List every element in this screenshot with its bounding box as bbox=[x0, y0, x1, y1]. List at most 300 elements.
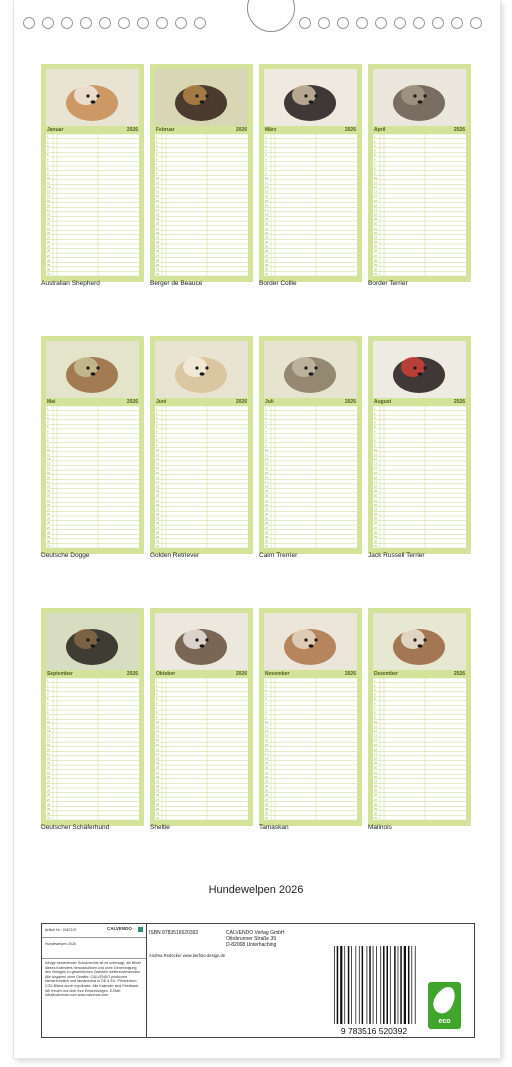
month-year: 2026 bbox=[453, 399, 465, 405]
svg-text:31: 31 bbox=[265, 544, 269, 548]
svg-text:22: 22 bbox=[47, 774, 51, 779]
svg-text:7: 7 bbox=[156, 434, 158, 439]
svg-text:22: 22 bbox=[156, 230, 160, 235]
svg-text:9: 9 bbox=[47, 443, 49, 448]
svg-text:13: 13 bbox=[265, 189, 269, 194]
svg-text:16: 16 bbox=[156, 747, 160, 752]
svg-text:19: 19 bbox=[47, 761, 51, 766]
svg-text:27: 27 bbox=[374, 525, 378, 530]
svg-text:28: 28 bbox=[374, 802, 378, 807]
svg-text:17: 17 bbox=[156, 207, 160, 212]
puppy-photo bbox=[264, 69, 357, 126]
svg-text:5: 5 bbox=[156, 696, 158, 701]
day-grid bbox=[155, 134, 248, 276]
month-header bbox=[373, 126, 466, 134]
month-name: Juli bbox=[265, 399, 274, 405]
barcode-bar bbox=[376, 946, 377, 1024]
svg-text:7: 7 bbox=[47, 434, 49, 439]
svg-text:18: 18 bbox=[156, 484, 160, 489]
binding-hole bbox=[99, 17, 111, 29]
svg-text:1: 1 bbox=[265, 678, 267, 683]
barcode-digits: 9 783516 520392 bbox=[340, 1026, 408, 1036]
svg-text:15: 15 bbox=[374, 198, 378, 203]
svg-text:10: 10 bbox=[156, 719, 160, 724]
svg-text:29: 29 bbox=[47, 806, 51, 811]
svg-text:20: 20 bbox=[265, 765, 269, 770]
svg-text:1: 1 bbox=[156, 406, 158, 411]
svg-text:6: 6 bbox=[374, 157, 376, 162]
binding-hole bbox=[318, 17, 330, 29]
svg-text:15: 15 bbox=[374, 470, 378, 475]
svg-text:5: 5 bbox=[47, 696, 49, 701]
svg-text:11: 11 bbox=[156, 452, 159, 457]
barcode-bar bbox=[383, 946, 385, 1024]
svg-text:5: 5 bbox=[374, 424, 376, 429]
svg-text:12: 12 bbox=[265, 457, 269, 462]
publisher-street: Ottobrunner Straße 39 bbox=[226, 936, 277, 942]
svg-text:20: 20 bbox=[265, 221, 269, 226]
svg-text:14: 14 bbox=[265, 194, 269, 199]
month-panel-11 bbox=[259, 608, 362, 826]
month-name: April bbox=[374, 127, 386, 133]
svg-text:29: 29 bbox=[265, 262, 269, 267]
svg-text:26: 26 bbox=[156, 793, 160, 798]
svg-text:1: 1 bbox=[47, 678, 49, 683]
svg-text:20: 20 bbox=[374, 221, 378, 226]
product-info-footer bbox=[41, 923, 475, 1038]
svg-text:8: 8 bbox=[156, 438, 158, 443]
svg-text:27: 27 bbox=[265, 253, 269, 258]
svg-text:20: 20 bbox=[156, 493, 160, 498]
svg-text:20: 20 bbox=[156, 765, 160, 770]
svg-text:14: 14 bbox=[374, 738, 378, 743]
svg-text:24: 24 bbox=[156, 512, 160, 517]
month-year: 2026 bbox=[235, 671, 247, 677]
svg-text:20: 20 bbox=[374, 765, 378, 770]
svg-text:3: 3 bbox=[265, 143, 267, 148]
month-year: 2026 bbox=[453, 671, 465, 677]
svg-text:22: 22 bbox=[265, 774, 269, 779]
svg-text:11: 11 bbox=[156, 180, 159, 185]
binding-hole bbox=[451, 17, 463, 29]
svg-text:6: 6 bbox=[156, 157, 158, 162]
svg-text:20: 20 bbox=[47, 221, 51, 226]
month-header bbox=[155, 670, 248, 678]
svg-text:4: 4 bbox=[265, 692, 267, 697]
month-panel-10 bbox=[150, 608, 253, 826]
svg-text:17: 17 bbox=[47, 751, 51, 756]
svg-text:6: 6 bbox=[156, 701, 158, 706]
svg-text:24: 24 bbox=[265, 512, 269, 517]
svg-text:12: 12 bbox=[47, 457, 51, 462]
svg-text:27: 27 bbox=[265, 525, 269, 530]
svg-text:26: 26 bbox=[156, 249, 160, 254]
month-header bbox=[46, 670, 139, 678]
svg-text:14: 14 bbox=[156, 194, 160, 199]
svg-text:16: 16 bbox=[47, 203, 51, 208]
svg-text:29: 29 bbox=[47, 262, 51, 267]
svg-text:1: 1 bbox=[374, 406, 376, 411]
svg-text:2: 2 bbox=[47, 139, 49, 144]
svg-text:26: 26 bbox=[265, 249, 269, 254]
puppy-photo bbox=[264, 341, 357, 398]
svg-text:5: 5 bbox=[47, 152, 49, 157]
svg-text:21: 21 bbox=[265, 498, 269, 503]
svg-text:18: 18 bbox=[47, 756, 51, 761]
svg-text:14: 14 bbox=[47, 466, 51, 471]
day-grid bbox=[46, 134, 139, 276]
svg-text:6: 6 bbox=[47, 429, 49, 434]
day-grid bbox=[264, 134, 357, 276]
svg-text:9: 9 bbox=[47, 715, 49, 720]
svg-text:24: 24 bbox=[374, 240, 378, 245]
svg-text:15: 15 bbox=[265, 742, 269, 747]
svg-text:24: 24 bbox=[156, 784, 160, 789]
svg-text:3: 3 bbox=[265, 415, 267, 420]
svg-text:15: 15 bbox=[47, 742, 51, 747]
svg-text:31: 31 bbox=[265, 272, 269, 276]
svg-text:31: 31 bbox=[156, 544, 160, 548]
svg-text:30: 30 bbox=[265, 539, 269, 544]
binding-hole bbox=[470, 17, 482, 29]
svg-text:8: 8 bbox=[47, 438, 49, 443]
svg-text:20: 20 bbox=[374, 493, 378, 498]
svg-text:15: 15 bbox=[156, 742, 160, 747]
svg-text:14: 14 bbox=[374, 194, 378, 199]
svg-text:30: 30 bbox=[374, 267, 378, 272]
svg-text:31: 31 bbox=[47, 272, 51, 276]
imprint-text: Infolge bestehender Schutzrechte ist es untersagt, die Bilder dieses Kalenders herauszulösen und ohne Genehmigung des Verlages zu gewerblichen Zwecken weiterzuverwenden. Alle Angaben ohne Gewähr. CALVENDO produziert klimafreundlich und klimaneutral in DE & EU. Printversion CO2-Bilanz durch myclimate. Alle Kalender sind Feedback. Wir freuen uns über Ihre Einsendungen. E-Mail: info@calvendo.com www.calvendo.com bbox=[45, 961, 142, 998]
month-year: 2026 bbox=[344, 127, 356, 133]
month-name: März bbox=[265, 127, 277, 133]
svg-text:5: 5 bbox=[374, 152, 376, 157]
svg-text:1: 1 bbox=[156, 678, 158, 683]
svg-text:19: 19 bbox=[265, 761, 269, 766]
svg-text:28: 28 bbox=[47, 258, 51, 263]
svg-text:1: 1 bbox=[374, 134, 376, 139]
svg-text:14: 14 bbox=[265, 466, 269, 471]
svg-text:27: 27 bbox=[47, 525, 51, 530]
svg-text:23: 23 bbox=[374, 507, 378, 512]
svg-text:25: 25 bbox=[265, 516, 269, 521]
month-panel-2 bbox=[150, 64, 253, 282]
svg-text:25: 25 bbox=[47, 516, 51, 521]
svg-text:21: 21 bbox=[265, 770, 269, 775]
svg-text:13: 13 bbox=[265, 461, 269, 466]
svg-text:8: 8 bbox=[47, 166, 49, 171]
svg-text:22: 22 bbox=[374, 230, 378, 235]
svg-text:28: 28 bbox=[156, 258, 160, 263]
month-name: Mai bbox=[47, 399, 56, 405]
day-grid bbox=[46, 406, 139, 548]
svg-text:18: 18 bbox=[156, 756, 160, 761]
svg-text:15: 15 bbox=[374, 742, 378, 747]
svg-text:27: 27 bbox=[156, 253, 160, 258]
svg-text:22: 22 bbox=[47, 502, 51, 507]
barcode-bar bbox=[340, 946, 342, 1024]
svg-text:30: 30 bbox=[156, 539, 160, 544]
svg-text:3: 3 bbox=[265, 687, 267, 692]
svg-text:30: 30 bbox=[374, 539, 378, 544]
svg-text:11: 11 bbox=[265, 180, 268, 185]
svg-text:21: 21 bbox=[47, 226, 51, 231]
svg-text:9: 9 bbox=[47, 171, 49, 176]
svg-text:2: 2 bbox=[156, 683, 158, 688]
svg-text:17: 17 bbox=[374, 479, 378, 484]
info-column bbox=[42, 924, 147, 1037]
svg-text:8: 8 bbox=[156, 166, 158, 171]
svg-text:26: 26 bbox=[374, 521, 378, 526]
svg-text:30: 30 bbox=[265, 811, 269, 816]
svg-text:10: 10 bbox=[374, 719, 378, 724]
calvendo-logo: CALVENDO bbox=[107, 926, 132, 931]
svg-text:2: 2 bbox=[265, 139, 267, 144]
svg-text:16: 16 bbox=[374, 203, 378, 208]
svg-text:4: 4 bbox=[265, 420, 267, 425]
binding-hole bbox=[23, 17, 35, 29]
month-header bbox=[46, 126, 139, 134]
barcode-bar bbox=[367, 946, 368, 1024]
svg-text:8: 8 bbox=[374, 710, 376, 715]
svg-text:30: 30 bbox=[156, 811, 160, 816]
svg-text:20: 20 bbox=[156, 221, 160, 226]
product-title: Hundewelpen 2026 bbox=[45, 942, 76, 946]
puppy-photo bbox=[46, 341, 139, 398]
svg-text:15: 15 bbox=[156, 470, 160, 475]
svg-text:12: 12 bbox=[47, 185, 51, 190]
svg-text:13: 13 bbox=[47, 461, 51, 466]
svg-text:3: 3 bbox=[156, 415, 158, 420]
month-header bbox=[264, 126, 357, 134]
svg-text:11: 11 bbox=[265, 724, 268, 729]
puppy-photo bbox=[155, 613, 248, 670]
svg-text:27: 27 bbox=[156, 525, 160, 530]
svg-text:27: 27 bbox=[156, 797, 160, 802]
svg-text:28: 28 bbox=[265, 530, 269, 535]
svg-text:25: 25 bbox=[47, 788, 51, 793]
svg-text:24: 24 bbox=[374, 512, 378, 517]
binding-hole bbox=[299, 17, 311, 29]
leaf-icon bbox=[430, 983, 460, 1017]
breed-caption: Sheltie bbox=[150, 824, 170, 831]
month-year: 2026 bbox=[344, 671, 356, 677]
svg-text:16: 16 bbox=[265, 475, 269, 480]
svg-text:6: 6 bbox=[374, 701, 376, 706]
svg-text:2: 2 bbox=[47, 683, 49, 688]
svg-text:29: 29 bbox=[374, 262, 378, 267]
barcode-bar bbox=[344, 946, 345, 1024]
svg-text:13: 13 bbox=[156, 189, 160, 194]
binding-hole bbox=[42, 17, 54, 29]
month-header bbox=[373, 670, 466, 678]
eco-label: eco bbox=[438, 1018, 451, 1025]
svg-text:25: 25 bbox=[156, 516, 160, 521]
svg-text:22: 22 bbox=[47, 230, 51, 235]
svg-text:30: 30 bbox=[47, 811, 51, 816]
svg-text:4: 4 bbox=[374, 420, 376, 425]
svg-text:23: 23 bbox=[374, 235, 378, 240]
month-header bbox=[155, 126, 248, 134]
svg-text:31: 31 bbox=[156, 816, 160, 820]
binding-hole bbox=[413, 17, 425, 29]
barcode-bar bbox=[362, 946, 364, 1024]
svg-text:24: 24 bbox=[156, 240, 160, 245]
svg-text:18: 18 bbox=[47, 484, 51, 489]
svg-text:1: 1 bbox=[265, 134, 267, 139]
binding-hole bbox=[194, 17, 206, 29]
day-grid bbox=[373, 134, 466, 276]
day-grid bbox=[155, 406, 248, 548]
article-number: Artikel Nr.: 2067197 bbox=[45, 928, 77, 932]
svg-text:9: 9 bbox=[265, 443, 267, 448]
month-name: Juni bbox=[156, 399, 167, 405]
svg-text:16: 16 bbox=[156, 203, 160, 208]
barcode-bar bbox=[359, 946, 360, 1024]
svg-text:23: 23 bbox=[265, 235, 269, 240]
binding-holes-left bbox=[23, 17, 206, 31]
svg-text:28: 28 bbox=[156, 530, 160, 535]
svg-text:12: 12 bbox=[374, 185, 378, 190]
svg-text:5: 5 bbox=[156, 424, 158, 429]
svg-text:12: 12 bbox=[156, 185, 160, 190]
month-year: 2026 bbox=[235, 399, 247, 405]
barcode-bar bbox=[380, 946, 381, 1024]
svg-text:23: 23 bbox=[47, 235, 51, 240]
day-grid bbox=[264, 406, 357, 548]
barcode-bar bbox=[334, 946, 335, 1024]
month-year: 2026 bbox=[126, 399, 138, 405]
svg-text:6: 6 bbox=[47, 157, 49, 162]
svg-text:21: 21 bbox=[265, 226, 269, 231]
svg-text:2: 2 bbox=[156, 411, 158, 416]
month-name: November bbox=[265, 671, 290, 677]
month-header bbox=[46, 398, 139, 406]
svg-text:22: 22 bbox=[265, 230, 269, 235]
svg-text:7: 7 bbox=[265, 706, 267, 711]
svg-text:9: 9 bbox=[374, 443, 376, 448]
month-panel-8 bbox=[368, 336, 471, 554]
svg-text:21: 21 bbox=[156, 770, 160, 775]
svg-text:12: 12 bbox=[156, 729, 160, 734]
month-header bbox=[264, 670, 357, 678]
svg-text:13: 13 bbox=[265, 733, 269, 738]
svg-text:19: 19 bbox=[156, 761, 160, 766]
barcode-bar bbox=[369, 946, 371, 1024]
svg-text:20: 20 bbox=[47, 765, 51, 770]
svg-text:7: 7 bbox=[374, 706, 376, 711]
breed-caption: Australian Shepherd bbox=[41, 280, 100, 287]
svg-text:2: 2 bbox=[47, 411, 49, 416]
svg-text:9: 9 bbox=[265, 715, 267, 720]
svg-text:21: 21 bbox=[156, 226, 160, 231]
svg-text:17: 17 bbox=[47, 207, 51, 212]
svg-text:30: 30 bbox=[47, 539, 51, 544]
breed-caption: Golden Retriever bbox=[150, 552, 200, 559]
svg-text:6: 6 bbox=[47, 701, 49, 706]
svg-text:3: 3 bbox=[156, 687, 158, 692]
svg-text:7: 7 bbox=[156, 162, 158, 167]
svg-text:5: 5 bbox=[265, 696, 267, 701]
svg-text:29: 29 bbox=[265, 806, 269, 811]
svg-text:1: 1 bbox=[47, 134, 49, 139]
svg-text:3: 3 bbox=[374, 415, 376, 420]
svg-text:6: 6 bbox=[265, 701, 267, 706]
svg-text:10: 10 bbox=[374, 175, 378, 180]
svg-text:19: 19 bbox=[156, 217, 160, 222]
svg-text:28: 28 bbox=[265, 802, 269, 807]
svg-text:23: 23 bbox=[265, 507, 269, 512]
isbn-barcode bbox=[326, 944, 422, 1036]
svg-text:18: 18 bbox=[374, 756, 378, 761]
svg-text:27: 27 bbox=[47, 797, 51, 802]
svg-text:6: 6 bbox=[156, 429, 158, 434]
svg-text:15: 15 bbox=[265, 198, 269, 203]
svg-text:7: 7 bbox=[374, 162, 376, 167]
svg-text:4: 4 bbox=[156, 420, 158, 425]
svg-text:10: 10 bbox=[156, 175, 160, 180]
svg-text:25: 25 bbox=[156, 244, 160, 249]
svg-text:18: 18 bbox=[156, 212, 160, 217]
svg-text:2: 2 bbox=[265, 683, 267, 688]
svg-text:8: 8 bbox=[265, 710, 267, 715]
svg-text:12: 12 bbox=[265, 185, 269, 190]
svg-text:17: 17 bbox=[265, 751, 269, 756]
barcode-bar bbox=[337, 946, 339, 1024]
month-panel-12 bbox=[368, 608, 471, 826]
svg-text:3: 3 bbox=[374, 143, 376, 148]
month-header bbox=[155, 398, 248, 406]
day-grid bbox=[155, 678, 248, 820]
svg-text:22: 22 bbox=[374, 774, 378, 779]
svg-text:16: 16 bbox=[156, 475, 160, 480]
svg-text:18: 18 bbox=[374, 484, 378, 489]
barcode-bar bbox=[355, 946, 356, 1024]
calvendo-logo-mark bbox=[138, 927, 143, 932]
publisher-city: D-82008 Unterhaching bbox=[226, 942, 277, 948]
svg-text:3: 3 bbox=[47, 687, 49, 692]
svg-text:25: 25 bbox=[265, 788, 269, 793]
svg-text:15: 15 bbox=[265, 470, 269, 475]
svg-text:18: 18 bbox=[47, 212, 51, 217]
svg-text:28: 28 bbox=[47, 802, 51, 807]
svg-text:20: 20 bbox=[265, 493, 269, 498]
svg-text:13: 13 bbox=[47, 189, 51, 194]
svg-text:3: 3 bbox=[47, 143, 49, 148]
svg-text:28: 28 bbox=[265, 258, 269, 263]
svg-text:24: 24 bbox=[47, 784, 51, 789]
month-panel-9 bbox=[41, 608, 144, 826]
svg-text:8: 8 bbox=[265, 438, 267, 443]
month-year: 2026 bbox=[235, 127, 247, 133]
svg-text:30: 30 bbox=[47, 267, 51, 272]
svg-text:18: 18 bbox=[265, 756, 269, 761]
month-name: August bbox=[374, 399, 392, 405]
svg-text:24: 24 bbox=[374, 784, 378, 789]
puppy-photo bbox=[155, 69, 248, 126]
barcode-bar bbox=[390, 946, 391, 1024]
day-grid bbox=[46, 678, 139, 820]
svg-text:4: 4 bbox=[374, 148, 376, 153]
svg-text:10: 10 bbox=[47, 175, 51, 180]
svg-text:11: 11 bbox=[47, 180, 50, 185]
svg-text:7: 7 bbox=[47, 162, 49, 167]
svg-text:31: 31 bbox=[156, 272, 160, 276]
svg-text:7: 7 bbox=[47, 706, 49, 711]
svg-text:31: 31 bbox=[374, 272, 378, 276]
svg-text:9: 9 bbox=[265, 171, 267, 176]
svg-text:18: 18 bbox=[265, 484, 269, 489]
svg-text:19: 19 bbox=[47, 217, 51, 222]
